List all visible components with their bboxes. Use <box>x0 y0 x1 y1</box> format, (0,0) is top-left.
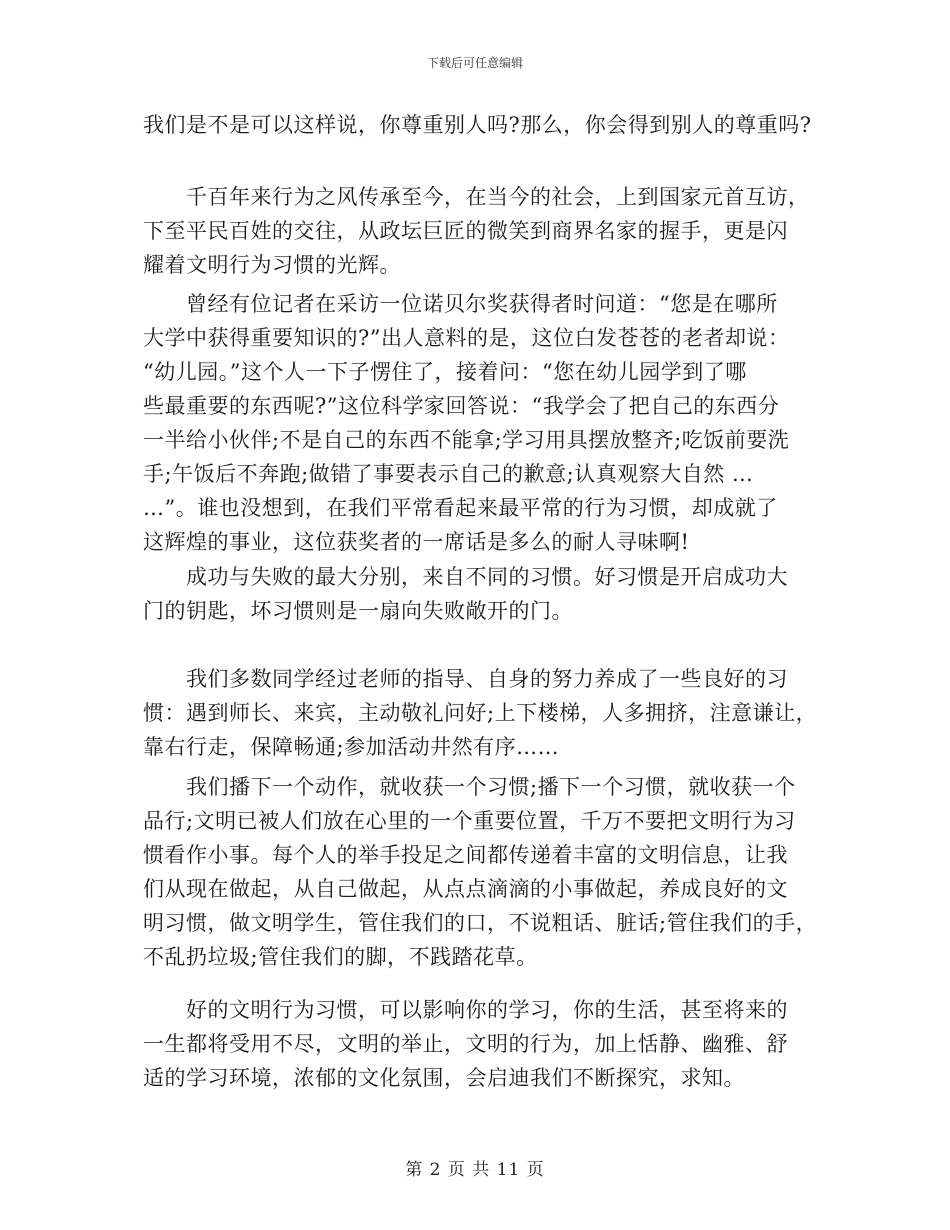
text-line: 我们多数同学经过老师的指导、自身的努力养成了一些良好的习 <box>143 667 788 691</box>
text-line: 成功与失败的最大分别，来自不同的习惯。好习惯是开启成功大 <box>143 565 788 589</box>
text-line: 适的学习环境，浓郁的文化氛围，会启迪我们不断探究，求知。 <box>143 1066 745 1090</box>
text-line: 千百年来行为之风传承至今，在当今的社会，上到国家元首互访， <box>143 185 810 209</box>
text-line: 好的文明行为习惯，可以影响你的学习，你的生活，甚至将来的 <box>143 998 788 1022</box>
paragraph-6 <box>143 770 817 974</box>
paragraph-1 <box>143 108 812 142</box>
text-line: 惯看作小事。每个人的举手投足之间都传递着丰富的文明信息，让我 <box>143 843 788 867</box>
text-line: 们从现在做起，从自己做起，从点点滴滴的小事做起，养成良好的文 <box>143 877 788 901</box>
text-line: 明习惯，做文明学生，管住我们的口，不说粗话、脏话;管住我们的手， <box>143 911 818 935</box>
text-line: 一半给小伙伴;不是自己的东西不能拿;学习用具摆放整齐;吃饭前要洗 <box>143 428 790 452</box>
text-line: 大学中获得重要知识的?”出人意料的是，这位白发苍苍的老者却说： <box>143 326 790 350</box>
text-line: 些最重要的东西呢?”这位科学家回答说：“我学会了把自己的东西分 <box>143 394 780 418</box>
text-line: 一生都将受用不尽，文明的举止，文明的行为，加上恬静、幽雅、舒 <box>143 1032 788 1056</box>
paragraph-5 <box>143 662 817 764</box>
text-line: 惯：遇到师长、来宾，主动敬礼问好;上下楼梯，人多拥挤，注意谦让， <box>143 701 818 725</box>
text-line: 下至平民百姓的交往，从政坛巨匠的微笑到商界名家的握手，更是闪 <box>143 219 788 243</box>
page-header: 下载后可任意编辑 <box>426 56 523 70</box>
text-line: 门的钥匙，坏习惯则是一扇向失败敞开的门。 <box>143 599 573 623</box>
text-line: 我们播下一个动作，就收获一个习惯;播下一个习惯，就收获一个 <box>143 775 796 799</box>
text-line: 曾经有位记者在采访一位诺贝尔奖获得者时问道：“您是在哪所 <box>143 292 778 316</box>
text-line: 不乱扔垃圾;管住我们的脚，不践踏花草。 <box>143 945 538 969</box>
text-line: 这辉煌的事业，这位获奖者的一席话是多么的耐人寻味啊! <box>143 530 690 554</box>
paragraph-3 <box>143 287 790 559</box>
paragraph-7 <box>143 993 788 1095</box>
page-number-footer: 第 2 页 共 11 页 <box>405 1160 545 1180</box>
paragraph-2 <box>143 180 810 282</box>
paragraph-4 <box>143 560 788 628</box>
text-line: 耀着文明行为习惯的光辉。 <box>143 253 401 277</box>
text-line: 品行;文明已被人们放在心里的一个重要位置，千万不要把文明行为习 <box>143 809 796 833</box>
text-line: 我们是不是可以这样说，你尊重别人吗?那么，你会得到别人的尊重吗? <box>143 113 812 137</box>
text-line: 靠右行走，保障畅通;参加活动井然有序…… <box>143 735 560 759</box>
text-line: 手;午饭后不奔跑;做错了事要表示自己的歉意;认真观察大自然 … <box>143 462 754 486</box>
text-line: …”。谁也没想到，在我们平常看起来最平常的行为习惯，却成就了 <box>143 496 778 520</box>
text-line: “幼儿园。”这个人一下子愣住了，接着问：“您在幼儿园学到了哪 <box>143 360 747 384</box>
